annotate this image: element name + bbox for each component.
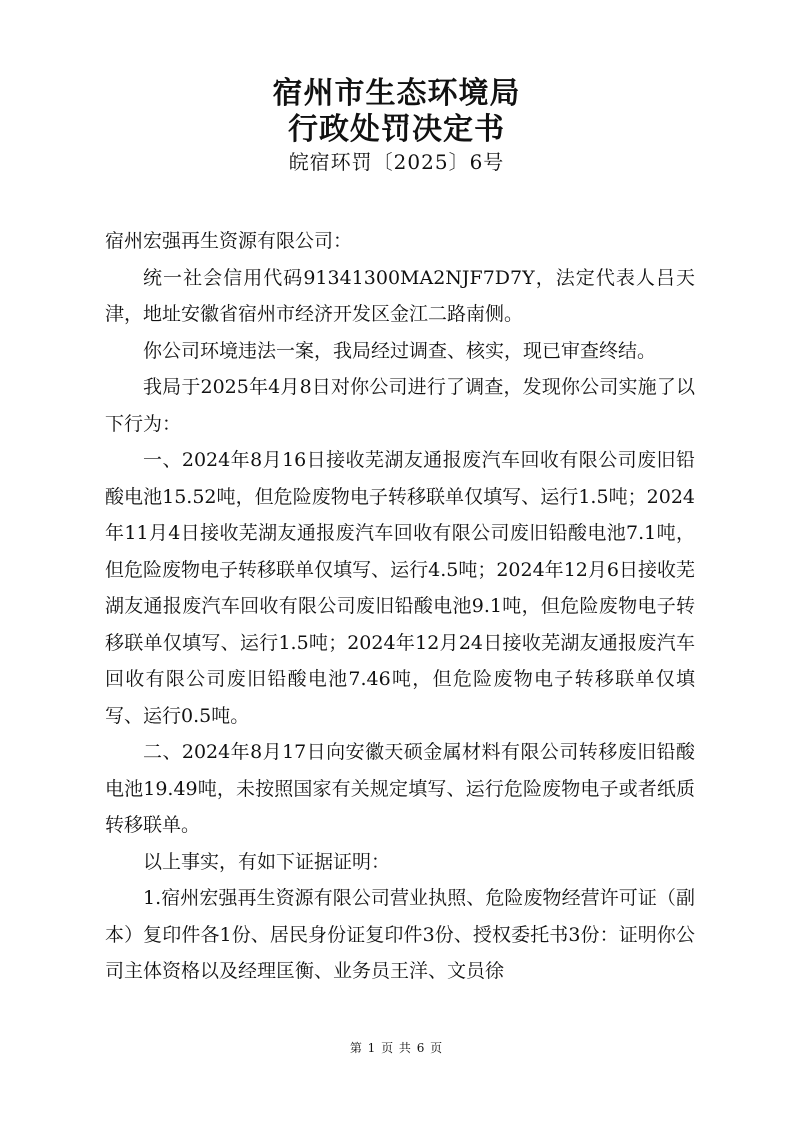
investigation-paragraph: 我局于2025年4月8日对你公司进行了调查，发现你公司实施了以下行为： <box>105 376 695 435</box>
company-info-paragraph: 统一社会信用代码91341300MA2NJF7D7Y，法定代表人吕天津，地址安徽省宿州市经济开发区金江二路南侧。 <box>105 266 695 325</box>
document-title-line2: 行政处罚决定书 <box>288 112 505 147</box>
evidence-intro-paragraph: 以上事实，有如下证据证明： <box>143 850 391 873</box>
violation-two-paragraph: 二、2024年8月17日向安徽天硕金属材料有限公司转移废旧铅酸电池19.49吨，未按照国家有关规定填写、运行危险废物电子或者纸质转移联单。 <box>105 741 695 836</box>
document-number: 皖宿环罚〔2025〕6号 <box>288 150 505 174</box>
case-status-paragraph: 你公司环境违法一案，我局经过调查、核实，现已审查终结。 <box>143 339 657 362</box>
document-title-line1: 宿州市生态环境局 <box>272 76 521 111</box>
violation-one-paragraph: 一、2024年8月16日接收芜湖友通报废汽车回收有限公司废旧铅酸电池15.52吨，但危险废物电子转移联单仅填写、运行1.5吨；2024年11月4日接收芜湖友通报废汽车回收有限公司废旧铅酸电池7.1吨，但危险废物电子转移联单仅填写、运行4.5吨；2024年12月6日接收芜湖友通报废汽车回收有限公司废旧铅酸电池9.1吨，但危险废物电子转移联单仅填写、运行1.5吨；2024年12月24日接收芜湖友通报废汽车回收有限公司废旧铅酸电池7.46吨，但危险废物电子转移联单仅填写、运行0.5吨。 <box>105 449 695 727</box>
evidence-item-1-paragraph: 1.宿州宏强再生资源有限公司营业执照、危险废物经营许可证（副本）复印件各1份、居民身份证复印件3份、授权委托书3份：证明你公司主体资格以及经理匡衡、业务员王洋、文员徐 <box>105 887 695 982</box>
addressee: 宿州宏强再生资源有限公司： <box>105 230 353 252</box>
document-body <box>105 223 695 990</box>
page-number: 第 1 页 共 6 页 <box>349 1041 444 1055</box>
